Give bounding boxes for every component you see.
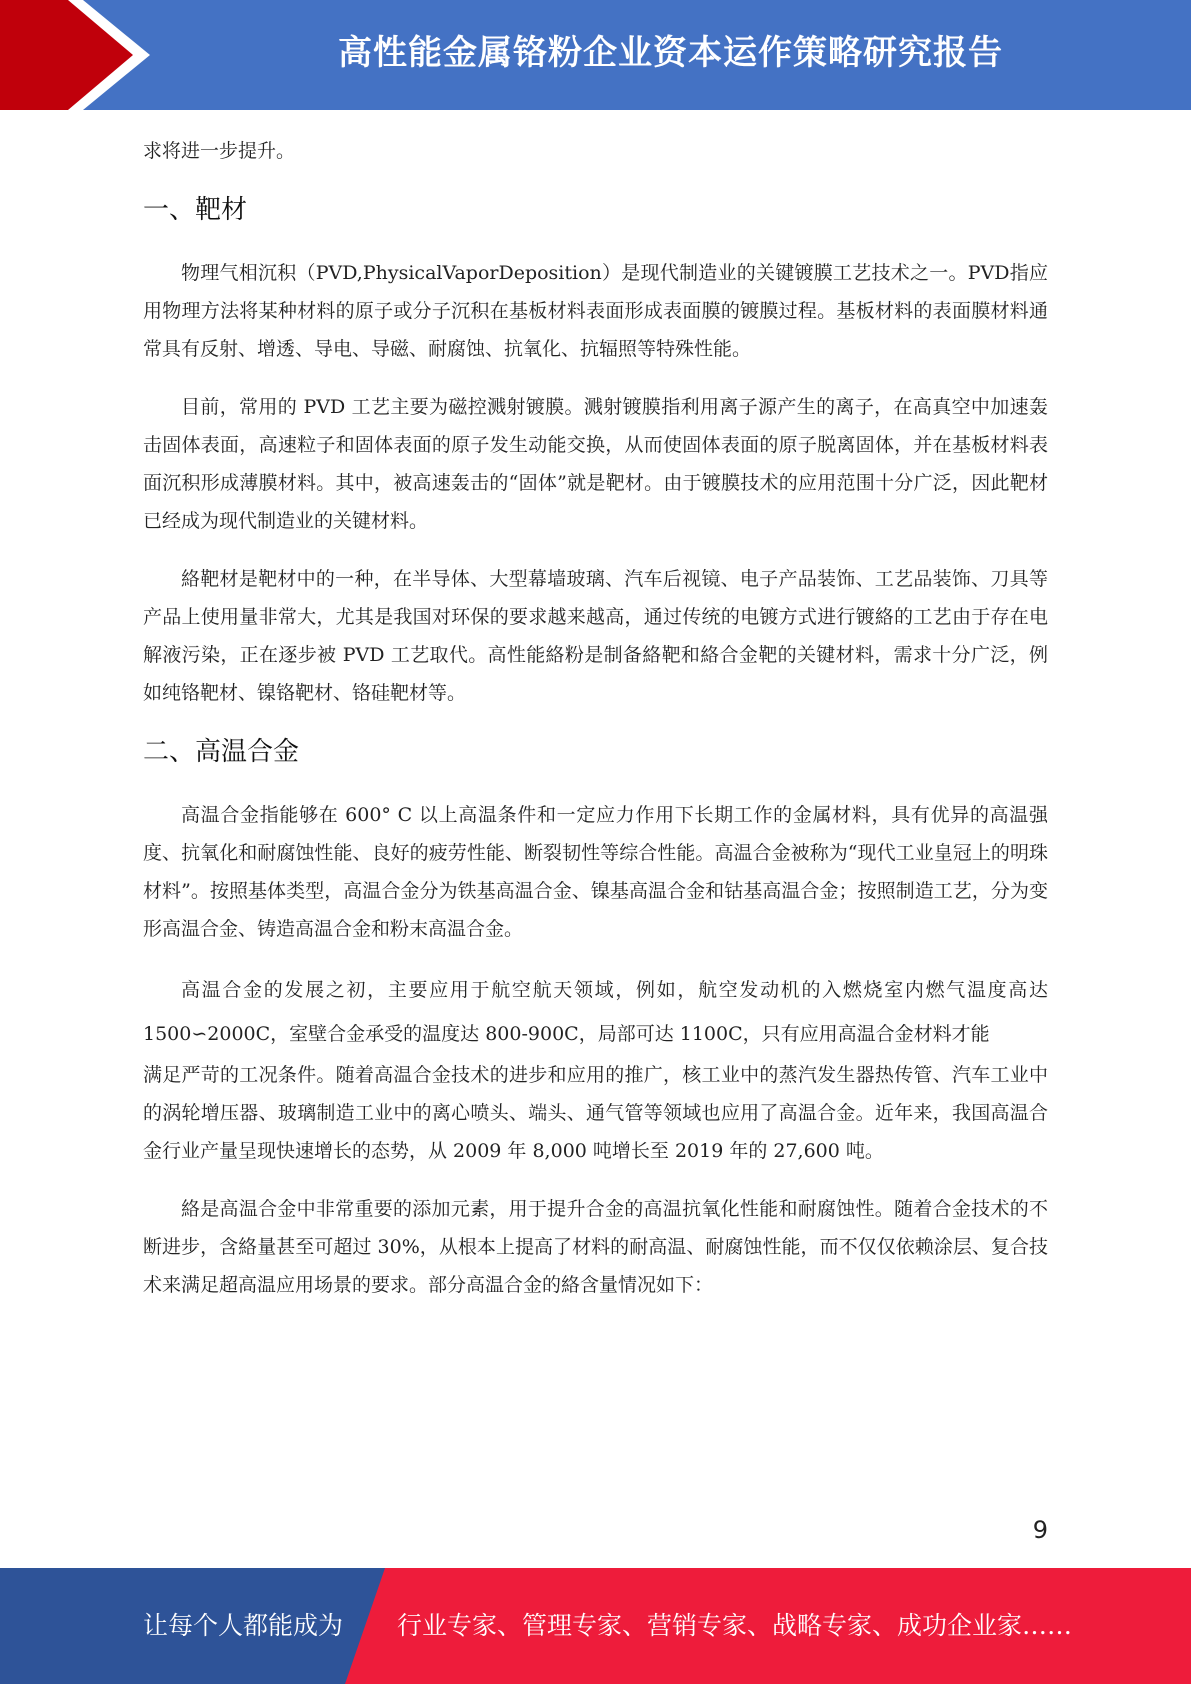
section-heading-targets: 一、靶材 xyxy=(143,195,248,225)
header-banner xyxy=(0,0,1191,110)
paragraph-superalloy-history-part1: 高温合金的发展之初，主要应用于航空航天领域，例如，航空发动机的入燃烧室内燃气温度高达 1500∽2000C，室壁合金承受的温度达 800-900C，局部可达 1100C，只有应用高温合金材料才能 xyxy=(143,979,1048,1045)
footer-slogan-right: 行业专家、管理专家、营销专家、战略专家、成功企业家…… xyxy=(397,1611,1073,1640)
paragraph-superalloy-history-part2: 满足严苛的工况条件。随着高温合金技术的进步和应用的推广，核工业中的蒸汽发生器热传管、汽车工业中的涡轮增压器、玻璃制造工业中的离心喷头、端头、通气管等领域也应用了高温合金。近年来，我国高温合金行业产量呈现快速增长的态势，从 2009 年 8,000 吨增长至 2019 年的 27,600 吨。 xyxy=(143,1064,1048,1162)
page-content xyxy=(143,132,1048,1324)
report-title: 高性能金属铬粉企业资本运作策略研究报告 xyxy=(338,33,1003,73)
paragraph-continuation: 求将进一步提升。 xyxy=(143,140,296,162)
page-number: 9 xyxy=(1032,1516,1048,1544)
paragraph-sputtering: 目前，常用的 PVD 工艺主要为磁控溅射镀膜。溅射镀膜指利用离子源产生的离子，在高真空中加速轰击固体表面，高速粒子和固体表面的原子发生动能交换，从而使固体表面的原子脱离固体，并在基板材料表面沉积形成薄膜材料。其中，被高速轰击的“固体”就是靶材。由于镀膜技术的应用范围十分广泛，因此靶材已经成为现代制造业的关键材料。 xyxy=(143,396,1048,532)
footer-banner xyxy=(0,1568,1191,1684)
paragraph-chromium-target: 絡靶材是靶材中的一种，在半导体、大型幕墙玻璃、汽车后视镜、电子产品装饰、工艺品装饰、刀具等产品上使用量非常大，尤其是我国对环保的要求越来越高，通过传统的电镀方式进行镀絡的工艺由于存在电解液污染，正在逐步被 PVD 工艺取代。高性能絡粉是制备絡靶和絡合金靶的关键材料，需求十分广泛，例如纯铬靶材、镍铬靶材、铬硅靶材等。 xyxy=(143,568,1048,704)
section-heading-superalloys: 二、高温合金 xyxy=(143,737,300,767)
paragraph-chromium-in-superalloys: 絡是高温合金中非常重要的添加元素，用于提升合金的高温抗氧化性能和耐腐蚀性。随着合金技术的不断进步，含絡量甚至可超过 30%，从根本上提高了材料的耐高温、耐腐蚀性能，而不仅仅依赖涂层、复合技术来满足超高温应用场景的要求。部分高温合金的絡含量情况如下： xyxy=(143,1198,1048,1296)
header-arrow-icon xyxy=(0,0,140,110)
footer-slogan-left: 让每个人都能成为 xyxy=(143,1611,344,1640)
paragraph-superalloy-definition: 高温合金指能够在 600° C 以上高温条件和一定应力作用下长期工作的金属材料，具有优异的高温强度、抗氧化和耐腐蚀性能、良好的疲劳性能、断裂韧性等综合性能。高温合金被称为“现代工业皇冠上的明珠材料”。按照基体类型，高温合金分为铁基高温合金、镍基高温合金和钴基高温合金；按照制造工艺，分为变形高温合金、铸造高温合金和粉末高温合金。 xyxy=(143,804,1048,940)
paragraph-pvd-definition: 物理气相沉积（PVD,PhysicalVaporDeposition）是现代制造业的关键镀膜工艺技术之一。PVD指应用物理方法将某种材料的原子或分子沉积在基板材料表面形成表面膜的镀膜过程。基板材料的表面膜材料通常具有反射、增透、导电、导磁、耐腐蚀、抗氧化、抗辐照等特殊性能。 xyxy=(143,262,1048,360)
